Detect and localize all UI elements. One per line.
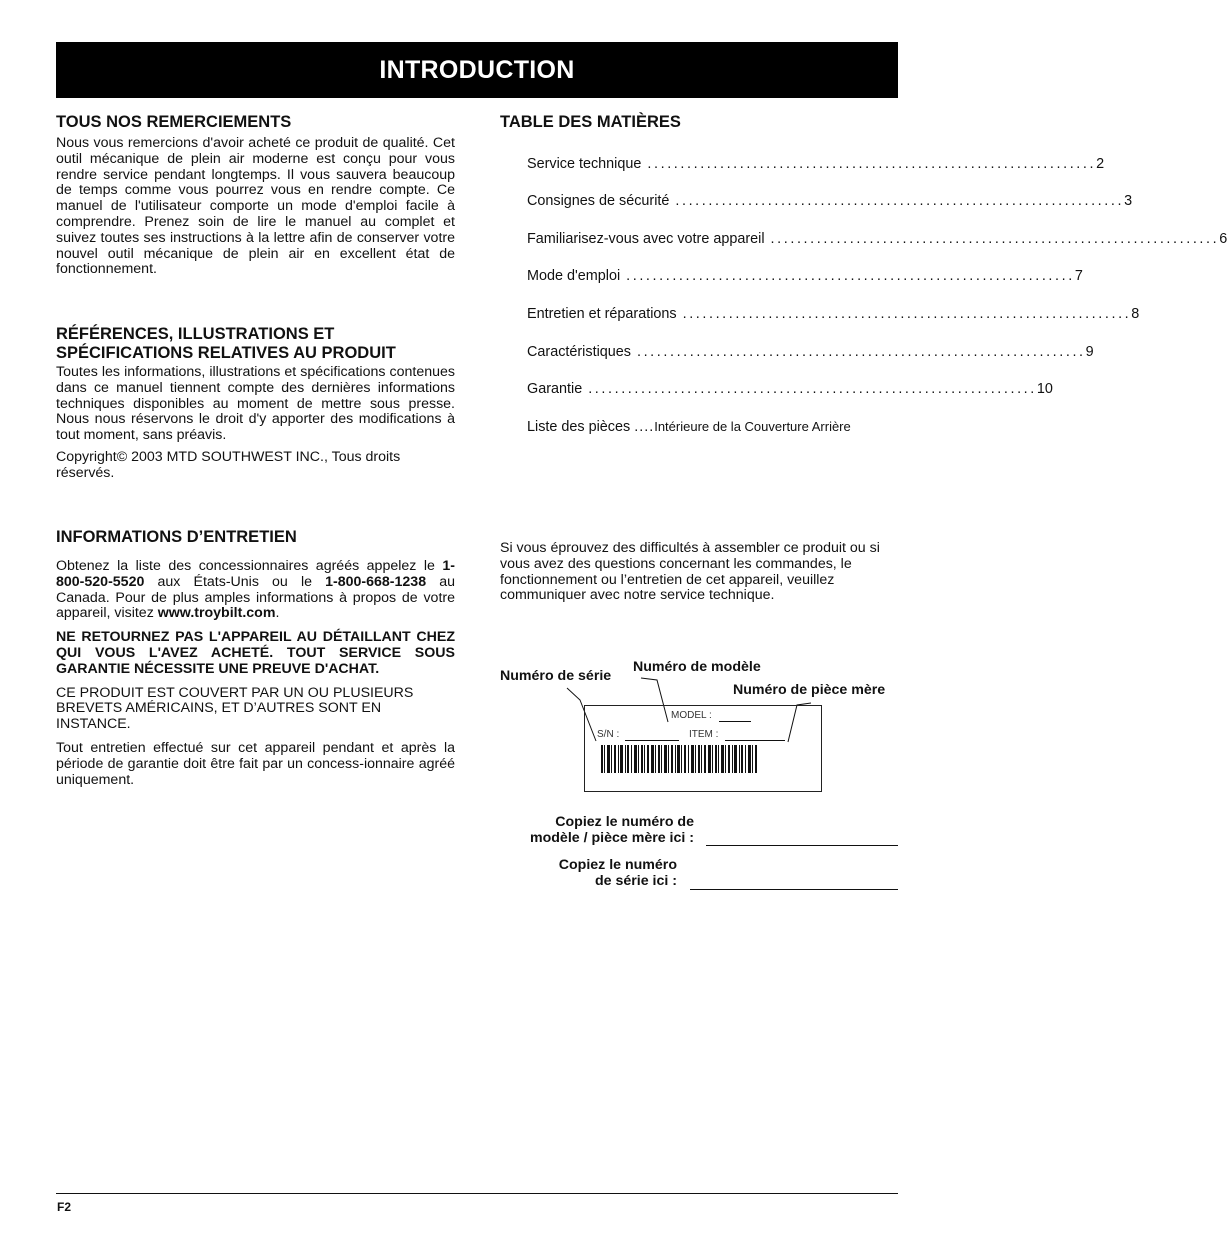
serial-number-write-line[interactable] xyxy=(690,889,898,890)
toc-item-label: Service technique xyxy=(527,156,642,172)
return-warning: NE RETOURNEZ PAS L'APPAREIL AU DÉTAILLANT CHEZ QUI VOUS L'AVEZ ACHETÉ. TOUT SERVICE SOUS GARANTIE NÉCESSITE UNE PREUVE D'ACHAT. xyxy=(56,629,455,677)
toc-leader: .... xyxy=(634,419,655,435)
model-field-line xyxy=(719,721,751,722)
footer-rule xyxy=(56,1193,898,1194)
toc-item-label: Mode d'emploi xyxy=(527,268,621,284)
phone-canada: 1-800-668-1238 xyxy=(325,573,427,590)
warranty-service-text: Tout entretien effectué sur cet appareil pendant et après la période de garantie doit être fait par un concess-ionnaire agréé uniquement. xyxy=(56,739,455,788)
toc-leader: .................................................................... xyxy=(636,344,1086,360)
toc-item-page: Intérieure de la Couverture Arrière xyxy=(654,419,851,434)
copyright-text: Copyright© 2003 MTD SOUTHWEST INC., Tous droits réservés. xyxy=(56,448,401,481)
toc-item-label: Liste des pièces xyxy=(527,419,631,435)
patents-text: CE PRODUIT EST COUVERT PAR UN OU PLUSIEURS BREVETS AMÉRICAINS, ET D’AUTRES SONT EN INSTANCE. xyxy=(56,684,414,733)
phone-us: 1-800-520-5520 xyxy=(56,558,455,590)
toc-leader: .................................................................... xyxy=(770,231,1220,247)
toc-item-label: Consignes de sécurité xyxy=(527,193,670,209)
service-info-text-b: aux États-Unis ou le xyxy=(144,573,326,590)
toc-item-label: Familiarisez-vous avec votre appareil xyxy=(527,231,765,247)
toc-leader: .................................................................... xyxy=(588,381,1037,397)
toc-leader: .................................................................... xyxy=(682,306,1132,322)
toc-item-page: 2 xyxy=(1096,156,1105,172)
toc-item-page: 8 xyxy=(1131,306,1140,322)
parent-part-callout: Numéro de pièce mère xyxy=(733,682,886,698)
toc-item-page: 9 xyxy=(1085,344,1094,360)
toc-item-label: Caractéristiques xyxy=(527,344,631,360)
toc-leader: .................................................................... xyxy=(647,156,1097,172)
references-body: Toutes les informations, illustrations et spécifications contenues dans ce manuel tiennent compte des dernières informations techniques disponibles au moment de mettre sous presse. Nous nous réservons le droit d'y apporter des modifications à tout moment, sans préavis. xyxy=(56,364,455,444)
copy-serial-line2: de série ici : xyxy=(594,873,677,889)
toc-item-page: 6 xyxy=(1219,231,1227,247)
website-link[interactable]: www.troybilt.com xyxy=(157,605,276,622)
copy-model-line2: modèle / pièce mère ici : xyxy=(529,830,694,846)
thanks-body: Nous vous remercions d'avoir acheté ce produit de qualité. Cet outil mécanique de plein air moderne est conçu pour vous rendre service pendant longtemps. Il vous sauvera beaucoup de temps comme vous pourrez vous en rendre compte. Ce manuel de l'utilisateur comporte un mode d'emploi facile à comprendre. Prenez soin de lire le manuel au complet et suivez toutes ses instructions à la lettre afin de conserver votre nouvel outil mécanique de plein air en excellent état de fonctionnement. xyxy=(56,135,455,278)
thanks-heading: TOUS NOS REMERCIEMENTS xyxy=(56,113,292,131)
toc-item-page: 7 xyxy=(1074,268,1083,284)
sn-field-line xyxy=(625,740,679,741)
toc-item-page: 10 xyxy=(1036,381,1053,397)
references-heading-line2: SPÉCIFICATIONS RELATIVES AU PRODUIT xyxy=(56,344,396,362)
label-plate xyxy=(584,705,822,792)
service-info-heading: INFORMATIONS D’ENTRETIEN xyxy=(56,528,297,546)
serial-callout: Numéro de série xyxy=(500,668,612,684)
barcode-icon xyxy=(601,745,761,775)
toc-item-label: Entretien et réparations xyxy=(527,306,677,322)
item-field-line xyxy=(725,740,785,741)
model-callout: Numéro de modèle xyxy=(633,659,761,675)
toc-heading: TABLE DES MATIÈRES xyxy=(500,113,681,131)
sn-field-label: S/N : xyxy=(597,729,620,740)
service-info-text-a: Obtenez la liste des concessionnaires agréés appelez le xyxy=(56,558,443,574)
copy-serial-line1: Copiez le numéro xyxy=(558,857,677,873)
model-field-label: MODEL : xyxy=(671,710,712,721)
toc-leader: .................................................................... xyxy=(675,193,1125,209)
toc-item-label: Garantie xyxy=(527,381,583,397)
toc-item-page: 3 xyxy=(1124,193,1133,209)
item-field-label: ITEM : xyxy=(689,729,719,740)
toc-leader: .................................................................... xyxy=(626,268,1075,284)
model-number-write-line[interactable] xyxy=(706,845,898,846)
service-info-text-d: . xyxy=(275,605,280,622)
copy-model-label xyxy=(510,814,694,846)
page-number: F2 xyxy=(57,1200,72,1214)
page-title: INTRODUCTION xyxy=(379,55,575,84)
service-info-text-c: au Canada. Pour de plus amples informations à propos de votre appareil, visitez xyxy=(56,573,455,622)
copy-model-line1: Copiez le numéro de xyxy=(555,814,694,830)
references-heading-line1: RÉFÉRENCES, ILLUSTRATIONS ET xyxy=(56,325,335,343)
copy-serial-label xyxy=(520,857,677,889)
assistance-body: Si vous éprouvez des difficultés à assembler ce produit ou si vous avez des questions concernant les commandes, le fonctionnement ou l’entretien de cet appareil, veuillez communiquer avec notre service technique. xyxy=(500,540,880,604)
